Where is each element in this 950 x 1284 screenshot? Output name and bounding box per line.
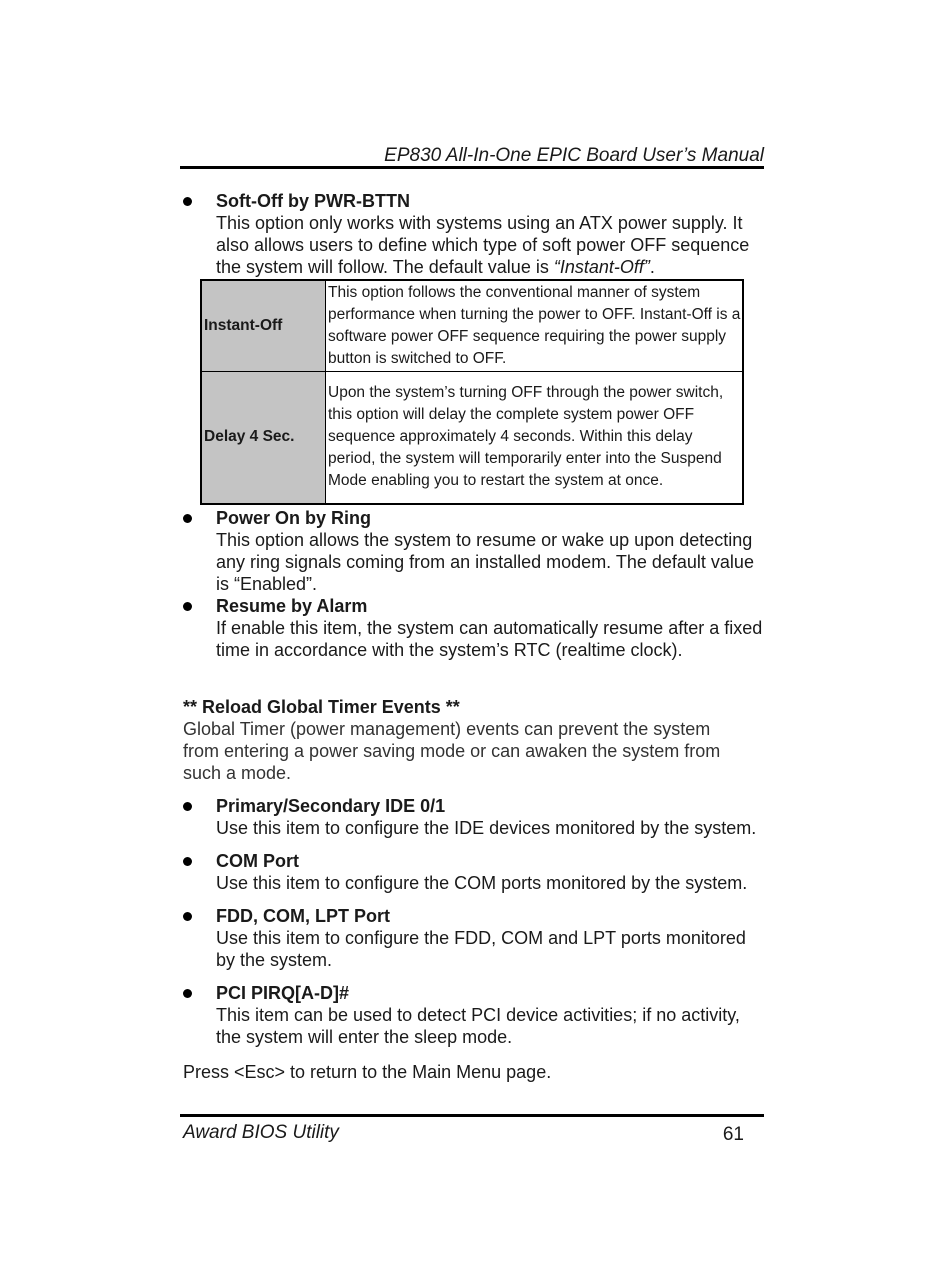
resume-alarm-item	[183, 595, 768, 661]
list-item	[183, 982, 768, 1048]
item-title: FDD, COM, LPT Port	[216, 905, 390, 926]
default-value: “Instant-Off”	[553, 257, 650, 277]
bullet-icon	[183, 802, 192, 811]
power-on-ring-item	[183, 507, 768, 595]
option-description: This option follows the conventional manner of system performance when turning the power to OFF. Instant-Off is a software power OFF sequence requiring the power supply button is switched to OFF.	[326, 280, 744, 372]
table-row	[201, 280, 743, 372]
page-header	[180, 143, 764, 169]
list-item	[183, 850, 768, 894]
item-title: COM Port	[216, 850, 299, 871]
timer-event-list	[183, 795, 768, 1048]
bullet-icon	[183, 514, 192, 523]
bullet-icon	[183, 912, 192, 921]
item-description: This option allows the system to resume or wake up upon detecting any ring signals coming from an installed modem. The default value is “Enabled”.	[216, 529, 754, 594]
option-name: Delay 4 Sec.	[201, 372, 326, 504]
bullet-icon	[183, 602, 192, 611]
page-footer	[180, 1114, 764, 1145]
list-item	[183, 905, 768, 971]
option-description: Upon the system’s turning OFF through the power switch, this option will delay the complete system power OFF sequence approximately 4 seconds. Within this delay period, the system will temporarily enter into the Suspend Mode enabling you to restart the system at once.	[326, 372, 744, 504]
section-description: Global Timer (power management) events can prevent the system from entering a power saving mode or can awaken the system from such a mode.	[183, 718, 721, 783]
manual-title: EP830 All-In-One EPIC Board User’s Manual	[384, 145, 764, 166]
item-description: If enable this item, the system can automatically resume after a fixed time in accordance with the system’s RTC (realtime clock).	[216, 617, 763, 660]
description-text: This option only works with systems using an ATX power supply. It also allows users to define which type of soft power OFF sequence the system will follow. The default value is	[216, 213, 750, 277]
table-row	[201, 372, 743, 504]
section-title: ** Reload Global Timer Events **	[183, 696, 460, 717]
soft-off-options-table	[200, 279, 744, 505]
page-number: 61	[722, 1124, 744, 1145]
item-title: Power On by Ring	[216, 507, 372, 528]
item-description: Use this item to configure the FDD, COM and LPT ports monitored by the system.	[216, 927, 746, 970]
footer-title: Award BIOS Utility	[183, 1122, 339, 1143]
item-description: Use this item to configure the COM ports monitored by the system.	[216, 872, 748, 893]
page-content	[183, 190, 768, 1083]
bullet-icon	[183, 857, 192, 866]
item-description	[216, 212, 768, 278]
item-title: Soft-Off by PWR-BTTN	[216, 191, 410, 211]
return-instruction: Press <Esc> to return to the Main Menu page.	[183, 1061, 552, 1082]
item-description: This item can be used to detect PCI device activities; if no activity, the system will enter the sleep mode.	[216, 1004, 740, 1047]
bullet-icon	[183, 989, 192, 998]
item-description: Use this item to configure the IDE devices monitored by the system.	[216, 817, 757, 838]
item-title: PCI PIRQ[A-D]#	[216, 982, 350, 1003]
item-title: Primary/Secondary IDE 0/1	[216, 795, 446, 816]
bullet-icon	[183, 197, 192, 206]
soft-off-item	[183, 190, 768, 278]
list-item	[183, 795, 768, 839]
option-name: Instant-Off	[201, 280, 326, 372]
item-title: Resume by Alarm	[216, 595, 368, 616]
description-end: .	[649, 257, 655, 277]
